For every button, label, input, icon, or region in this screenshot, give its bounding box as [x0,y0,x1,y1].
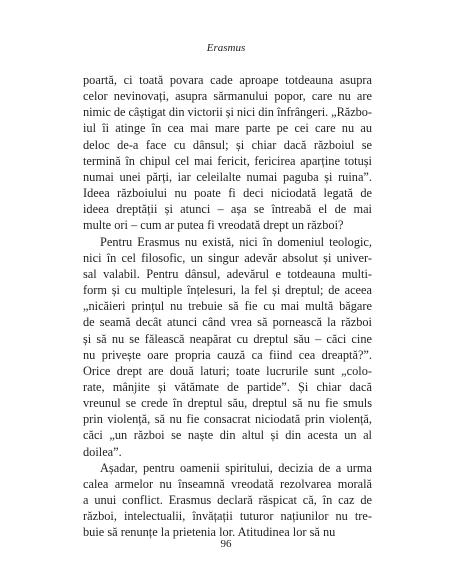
text-line: sal valabil. Pentru dânsul, adevărul e totdeauna multi- [83,266,372,281]
text-line: form și cu multiple înțelesuri, la fel și dreptul; de aceea [83,283,372,298]
text-line: a unui conflict. Erasmus declară răspicat că, în caz de [83,493,372,508]
text-line: ideea dreptății și atunci – așa se întreabă el de mai [83,202,372,217]
text-line: nici în cel filosofic, un singur adevăr absolut și univer- [83,250,372,265]
text-line: celor nevinovați, asupra sărmanului popor, care nu are [83,89,372,104]
text-line: iul îi atinge în cea mai mare parte pe cei care nu au [83,121,372,136]
text-line: deloc de-a face cu dânsul; și chiar dacă războiul se [83,137,372,152]
page-number: 96 [220,538,232,550]
text-line: Ideea războiului nu poate fi deci niciodată legată de [83,186,372,201]
body-text [83,72,372,541]
text-line: multe ori – cum ar putea fi vreodată drept un război? [83,218,344,233]
text-line: calea armelor nu înseamnă vreodată rezolvarea morală [83,476,372,491]
text-line: doilea”. [83,444,122,459]
text-line: prin violență, să nu fie consacrat niciodată prin violență, [83,412,372,427]
text-line: nu privește oare propria cauză ca fiind cea dreaptă?”. [83,347,372,362]
running-header: Erasmus [206,42,246,54]
text-line: termină în chipul cel mai fericit, fericirea aparține totuși [83,153,372,168]
text-line: nimic de câștigat din victorii și nici din înfrângeri. „Războ- [83,105,372,120]
text-line: și să nu se fălească neapărat cu dreptul său – căci cine [83,331,372,346]
paragraph [83,460,372,541]
text-line: rate, mânjite și vătămate de partide”. Și chiar dacă [83,379,372,394]
text-line: Așadar, pentru oamenii spiritului, decizia de a urma [100,460,372,475]
text-line: buie să renunțe la prietenia lor. Atitudinea lor să nu [83,525,336,540]
text-line: „nicăieri prințul nu trebuie să fie cu mai multă băgare [83,299,372,314]
text-line: căci „un război se naște din altul și din acesta un al [83,428,372,443]
text-line: vreunul se crede în dreptul său, dreptul să nu fie smuls [83,396,372,411]
text-line: numai unei părți, iar celeilalte numai paguba și ruina”. [83,169,372,184]
text-line: Pentru Erasmus nu există, nici în domeniul teologic, [100,234,372,249]
text-line: poartă, ci toată povara cade aproape totdeauna asupra [83,73,372,87]
text-line: război, intelectualii, învățații tuturor națiunilor nu tre- [83,509,372,524]
paragraph [83,234,372,460]
text-line: Orice drept are două laturi; toate lucrurile sunt „colo- [83,363,372,378]
text-line: de seamă decât atunci când vrea să pornească la război [83,315,372,330]
paragraph [83,72,372,234]
